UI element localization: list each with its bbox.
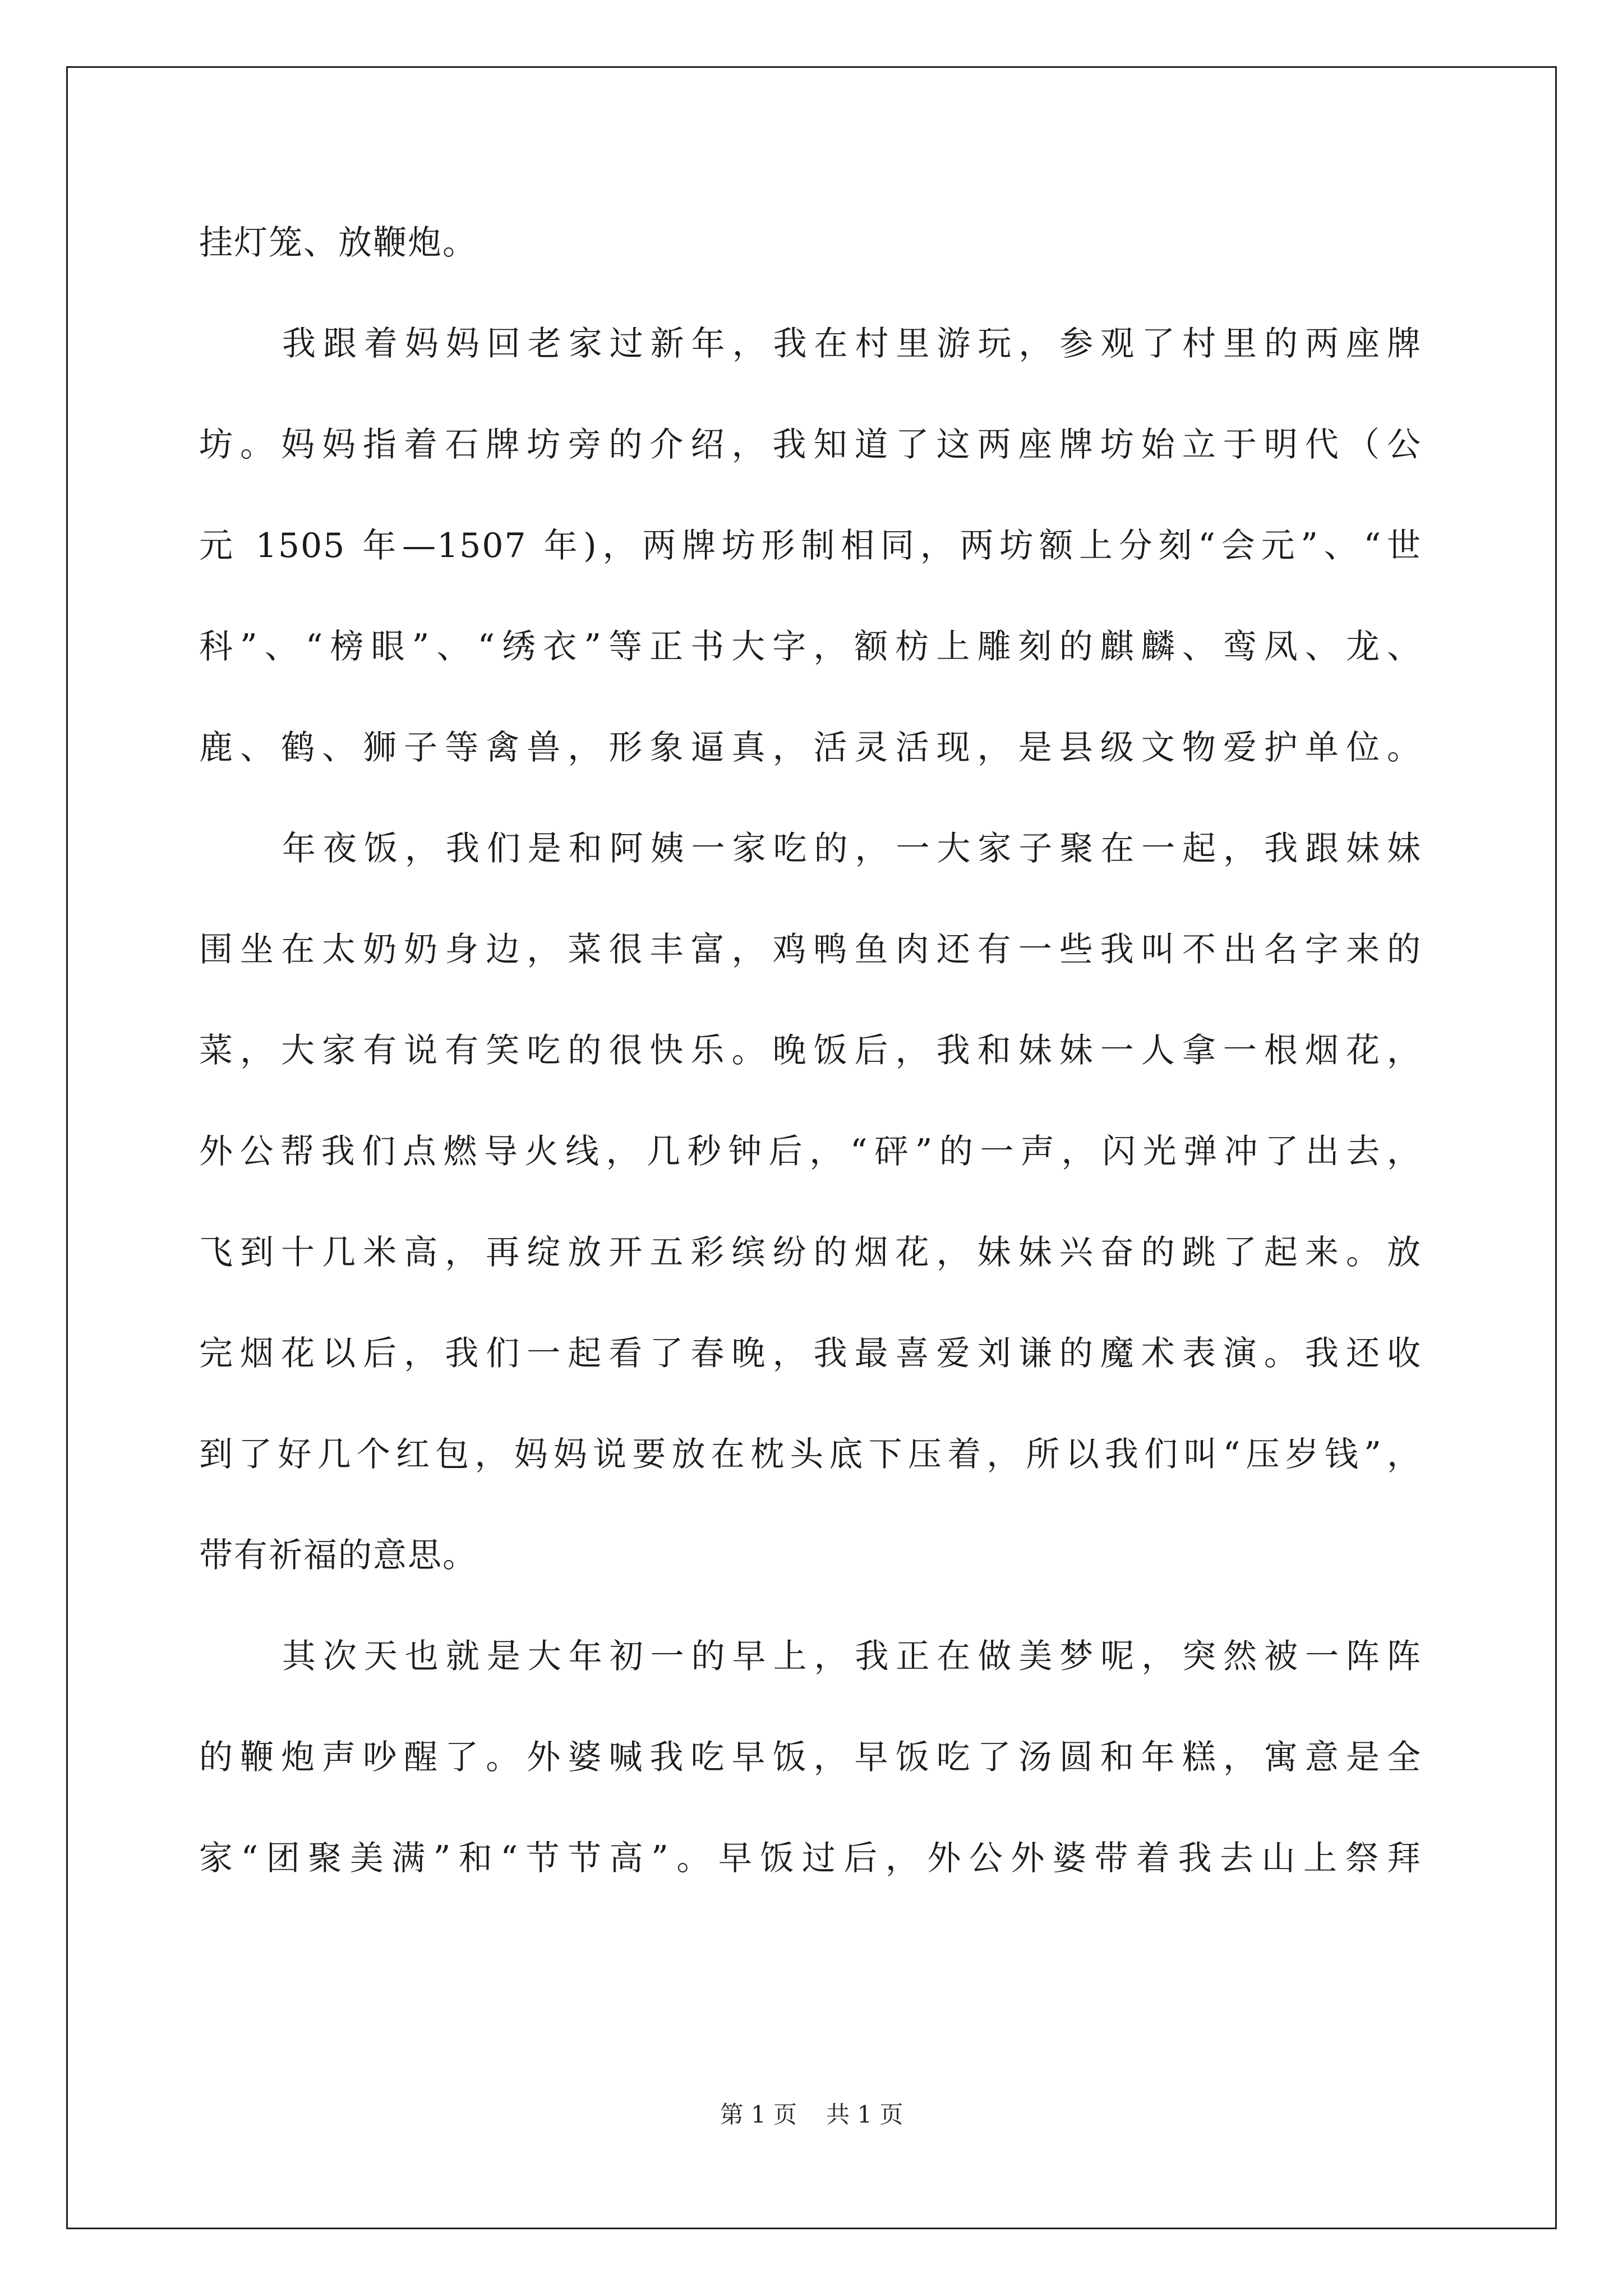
text-line: 家“团聚美满”和“节节高”。早饭过后，外公外婆带着我去山上祭拜 (199, 1839, 1422, 1878)
page-total: 共 1 页 (826, 2101, 903, 2128)
text-line: 年夜饭，我们是和阿姨一家吃的，一大家子聚在一起，我跟妹妹 (282, 829, 1422, 868)
text-line: 科”、“榜眼”、“绣衣”等正书大字，额枋上雕刻的麒麟、鸾凤、龙、 (199, 627, 1422, 666)
text-line: 其次天也就是大年初一的早上，我正在做美梦呢，突然被一阵阵 (282, 1637, 1422, 1676)
text-line: 外公帮我们点燃导火线，几秒钟后，“砰”的一声，闪光弹冲了出去， (199, 1132, 1422, 1171)
page-number: 第 1 页 (720, 2101, 797, 2128)
text-line: 完烟花以后，我们一起看了春晚，我最喜爱刘谦的魔术表演。我还收 (199, 1334, 1422, 1373)
document-body (199, 218, 1422, 1934)
text-line: 的鞭炮声吵醒了。外婆喊我吃早饭，早饭吃了汤圆和年糕，寓意是全 (199, 1738, 1422, 1777)
text-line: 菜，大家有说有笑吃的很快乐。晚饭后，我和妹妹一人拿一根烟花， (199, 1031, 1422, 1070)
text-line: 挂灯笼、放鞭炮。 (199, 223, 477, 263)
page-footer (0, 2101, 1623, 2129)
text-line: 鹿、鹤、狮子等禽兽，形象逼真，活灵活现，是县级文物爱护单位。 (199, 728, 1422, 767)
text-line: 我跟着妈妈回老家过新年，我在村里游玩，参观了村里的两座牌 (282, 324, 1422, 364)
text-line: 围坐在太奶奶身边，菜很丰富，鸡鸭鱼肉还有一些我叫不出名字来的 (199, 930, 1422, 969)
text-line: 坊。妈妈指着石牌坊旁的介绍，我知道了这两座牌坊始立于明代（公 (199, 425, 1422, 464)
text-line: 飞到十几米高，再绽放开五彩缤纷的烟花，妹妹兴奋的跳了起来。放 (199, 1233, 1422, 1272)
text-line: 带有祈福的意思。 (199, 1536, 477, 1575)
text-line: 元 1505 年—1507 年)，两牌坊形制相同，两坊额上分刻“会元”、“世 (199, 526, 1422, 565)
text-line: 到了好几个红包，妈妈说要放在枕头底下压着，所以我们叫“压岁钱”， (199, 1435, 1422, 1474)
